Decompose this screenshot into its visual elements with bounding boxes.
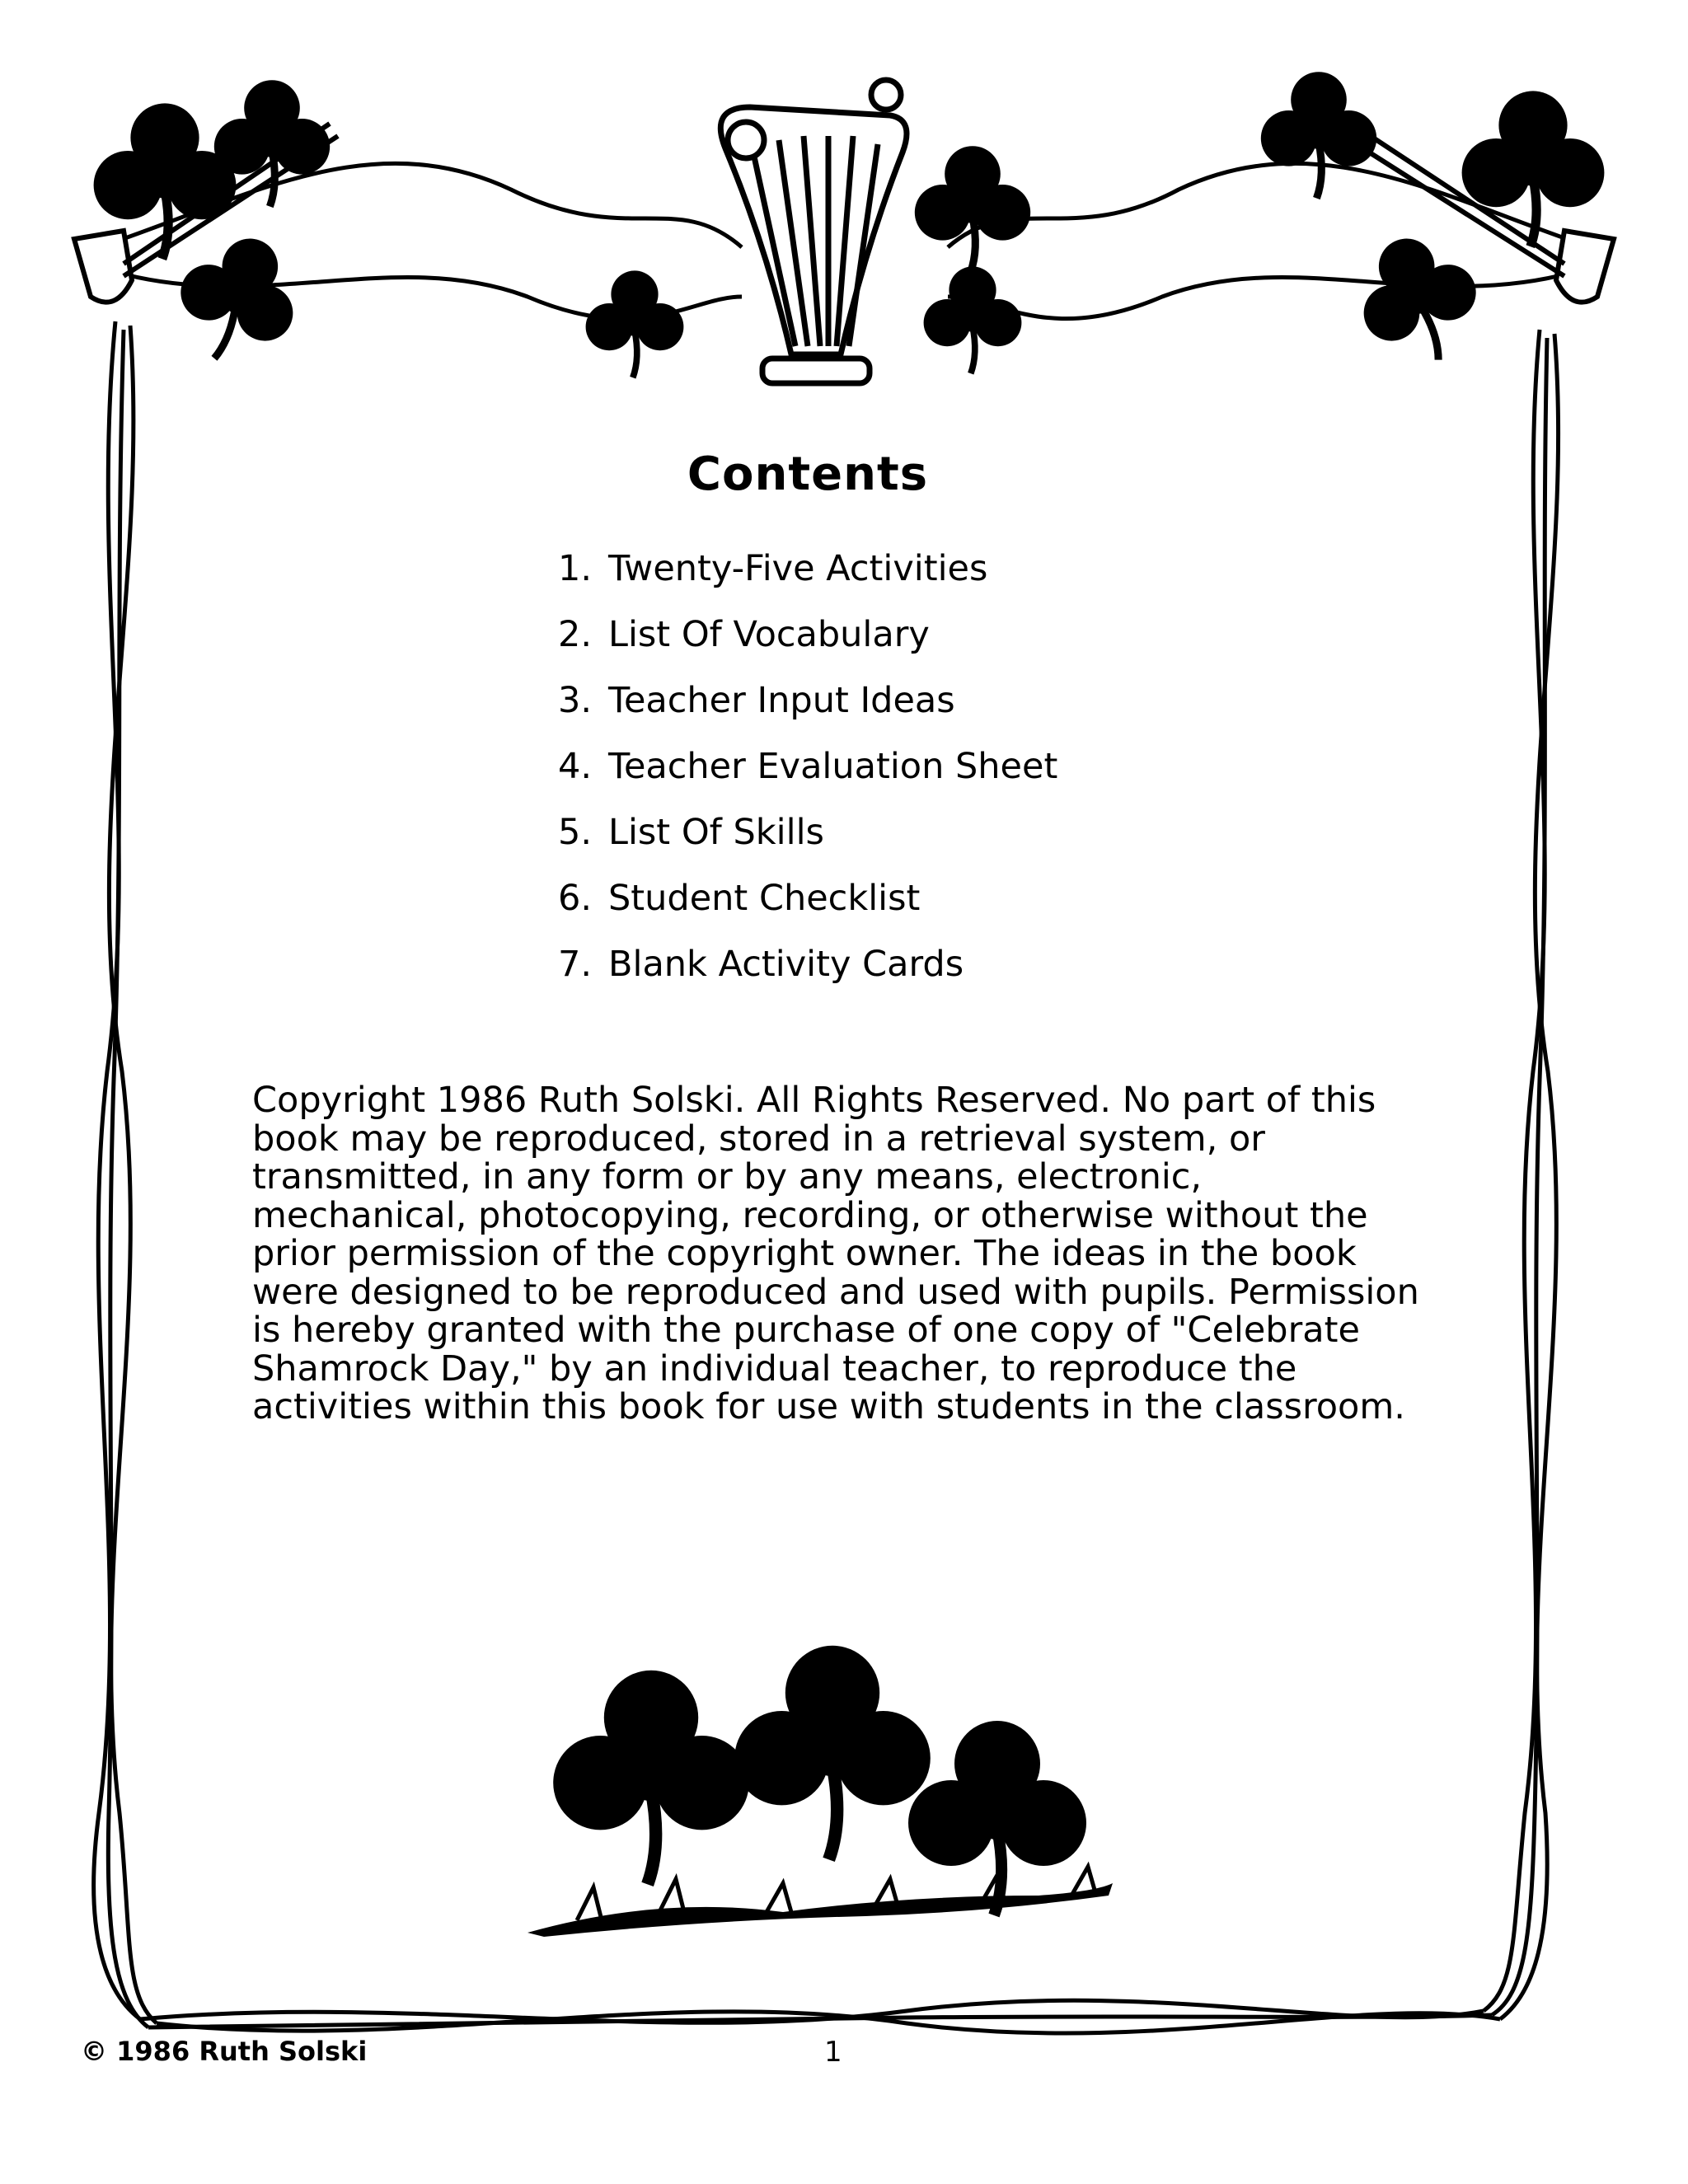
toc-item-label: Student Checklist [608,878,921,919]
toc-item-number: 7. [557,944,592,985]
toc-item-label: List Of Skills [608,812,824,853]
page-title: Contents [687,447,929,501]
toc-item-label: Twenty-Five Activities [608,548,988,589]
copyright-notice: Copyright 1986 Ruth Solski. All Rights Reserved. No part of this book may be reproduced, stored in a retrieval system, or transmitted, in any form or by any means, electronic, mechanical, photocopying, recording, or otherwise without the prior permission of the copyright owner. The ideas in the book were designed to be reproduced and used with pupils. Permission is hereby granted with the purchase of one copy of "Celebrate Shamrock Day," by an individual teacher, to reproduce the activities within this book for use with students in the classroom. [252,1080,1419,1427]
toc-item-number: 4. [557,746,592,787]
toc-item [526,668,1057,733]
toc-item-number: 1. [557,548,592,589]
toc-item-label: List Of Vocabulary [608,614,930,655]
toc-item [526,799,1057,865]
table-of-contents [526,536,1057,997]
toc-item-number: 6. [557,878,592,919]
toc-item [526,536,1057,602]
toc-item [526,931,1057,997]
toc-item-label: Blank Activity Cards [608,944,964,985]
harp-icon [720,80,907,383]
toc-item [526,865,1057,931]
page-number: 1 [824,2036,842,2069]
toc-item-number: 5. [557,812,592,853]
toc-item [526,733,1057,799]
toc-item-label: Teacher Input Ideas [608,680,955,721]
footer-copyright: © 1986 Ruth Solski [81,2036,368,2067]
toc-item-number: 2. [557,614,592,655]
toc-item [526,602,1057,668]
toc-item-label: Teacher Evaluation Sheet [608,746,1058,787]
toc-item-number: 3. [557,680,592,721]
